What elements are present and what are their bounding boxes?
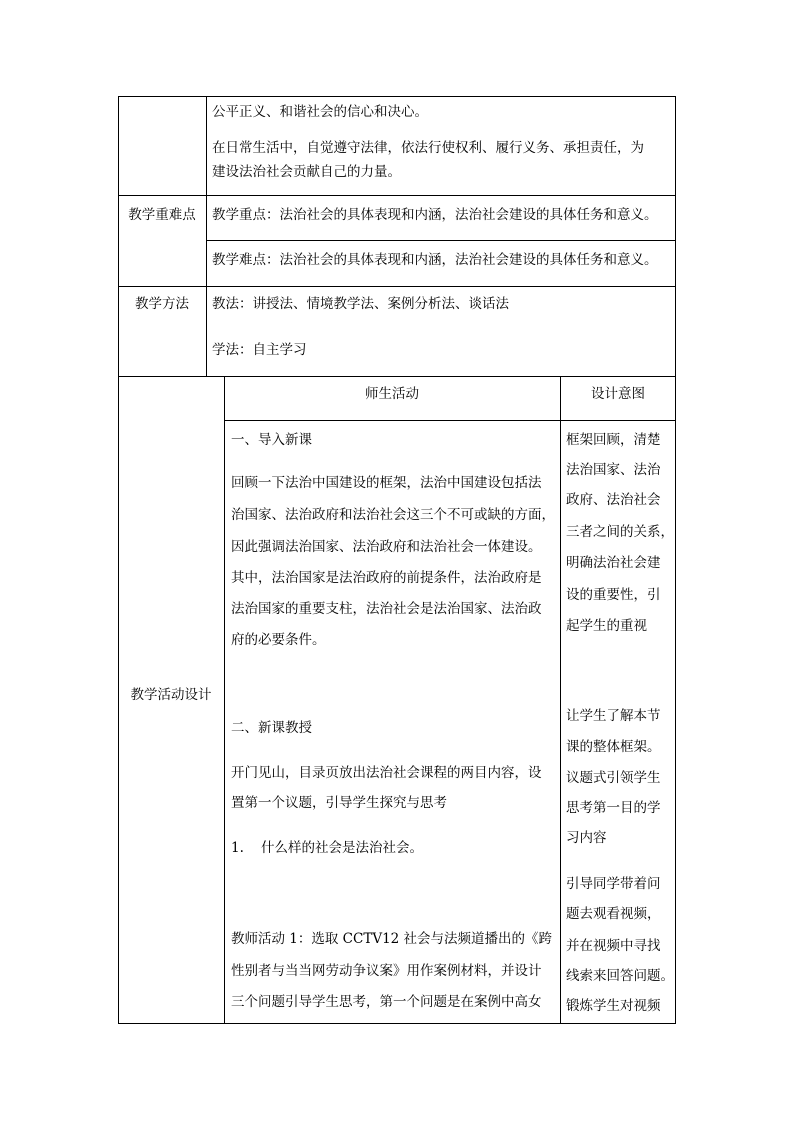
intent-line: 并在视频中寻找 [566, 938, 661, 954]
intent-line: 引导同学带着问 [566, 876, 661, 892]
intent-line: 起学生的重视 [566, 618, 647, 634]
goals-text-2a: 在日常生活中，自觉遵守法律，依法行使权利、履行义务、承担责任，为 [212, 140, 644, 156]
goals-text-2b: 建设法治社会贡献自己的力量。 [212, 164, 401, 180]
intent-line: 设的重要性，引 [566, 587, 661, 603]
intent-line: 法治国家、法治 [566, 462, 661, 478]
activity-line: 1. 什么样的社会是法治社会。 [231, 840, 424, 856]
activity-line: 法治国家的重要支柱，法治社会是法治国家、法治政 [231, 601, 542, 617]
intent-line: 三者之间的关系， [566, 524, 674, 540]
design-label: 教学活动设计 [130, 687, 212, 703]
row-divider [118, 376, 676, 377]
intent-column-header: 设计意图 [591, 386, 645, 402]
key-focus-text: 教学重点：法治社会的具体表现和内涵，法治社会建设的具体任务和意义。 [212, 207, 658, 223]
activity-line: 性别者与当当网劳动争议案》用作案例材料，并设计 [231, 963, 542, 979]
column-divider [560, 376, 561, 1024]
intent-line: 锻炼学生对视频 [566, 998, 661, 1014]
activity-line: 一、导入新课 [231, 432, 312, 448]
intent-line: 课的整体框架。 [566, 739, 661, 755]
intent-line: 让学生了解本节 [566, 708, 661, 724]
row-divider [224, 420, 676, 421]
activity-line: 开门见山，目录页放出法治社会课程的两目内容，设 [231, 765, 542, 781]
activity-line: 三个问题引导学生思考，第一个问题是在案例中高女 [231, 994, 542, 1010]
activity-line: 治国家、法治政府和法治社会这三个不可或缺的方面， [231, 507, 555, 523]
methods-label: 教学方法 [135, 296, 189, 312]
row-divider [206, 240, 676, 241]
column-divider [206, 96, 207, 377]
teaching-method-text: 教法：讲授法、情境教学法、案例分析法、谈话法 [212, 296, 509, 312]
intent-line: 线索来回答问题。 [566, 968, 674, 984]
activity-line: 二、新课教授 [231, 720, 312, 736]
intent-line: 明确法治社会建 [566, 555, 661, 571]
row-divider [118, 195, 676, 196]
intent-line: 议题式引领学生 [566, 770, 661, 786]
activity-column-header: 师生活动 [365, 386, 419, 402]
intent-line: 框架回顾，清楚 [566, 432, 661, 448]
key-difficulty-text: 教学难点：法治社会的具体表现和内涵，法治社会建设的具体任务和意义。 [212, 252, 658, 268]
goals-text-1: 公平正义、和谐社会的信心和决心。 [212, 104, 428, 120]
activity-line: 教师活动 1：选取 CCTV12 社会与法频道播出的《跨 [231, 931, 553, 947]
activity-line: 其中，法治国家是法治政府的前提条件，法治政府是 [231, 570, 542, 586]
learning-method-text: 学法：自主学习 [212, 342, 307, 358]
column-divider [224, 376, 225, 1024]
activity-line: 府的必要条件。 [231, 632, 326, 648]
activity-line: 因此强调法治国家、法治政府和法治社会一体建设。 [231, 539, 542, 555]
intent-line: 习内容 [566, 830, 607, 846]
activity-line: 置第一个议题，引导学生探究与思考 [231, 795, 447, 811]
key-points-label: 教学重难点 [128, 207, 196, 223]
activity-line: 回顾一下法治中国建设的框架，法治中国建设包括法 [231, 475, 542, 491]
row-divider [118, 286, 676, 287]
intent-line: 政府、法治社会 [566, 492, 661, 508]
intent-line: 题去观看视频， [566, 906, 661, 922]
intent-line: 思考第一目的学 [566, 800, 661, 816]
